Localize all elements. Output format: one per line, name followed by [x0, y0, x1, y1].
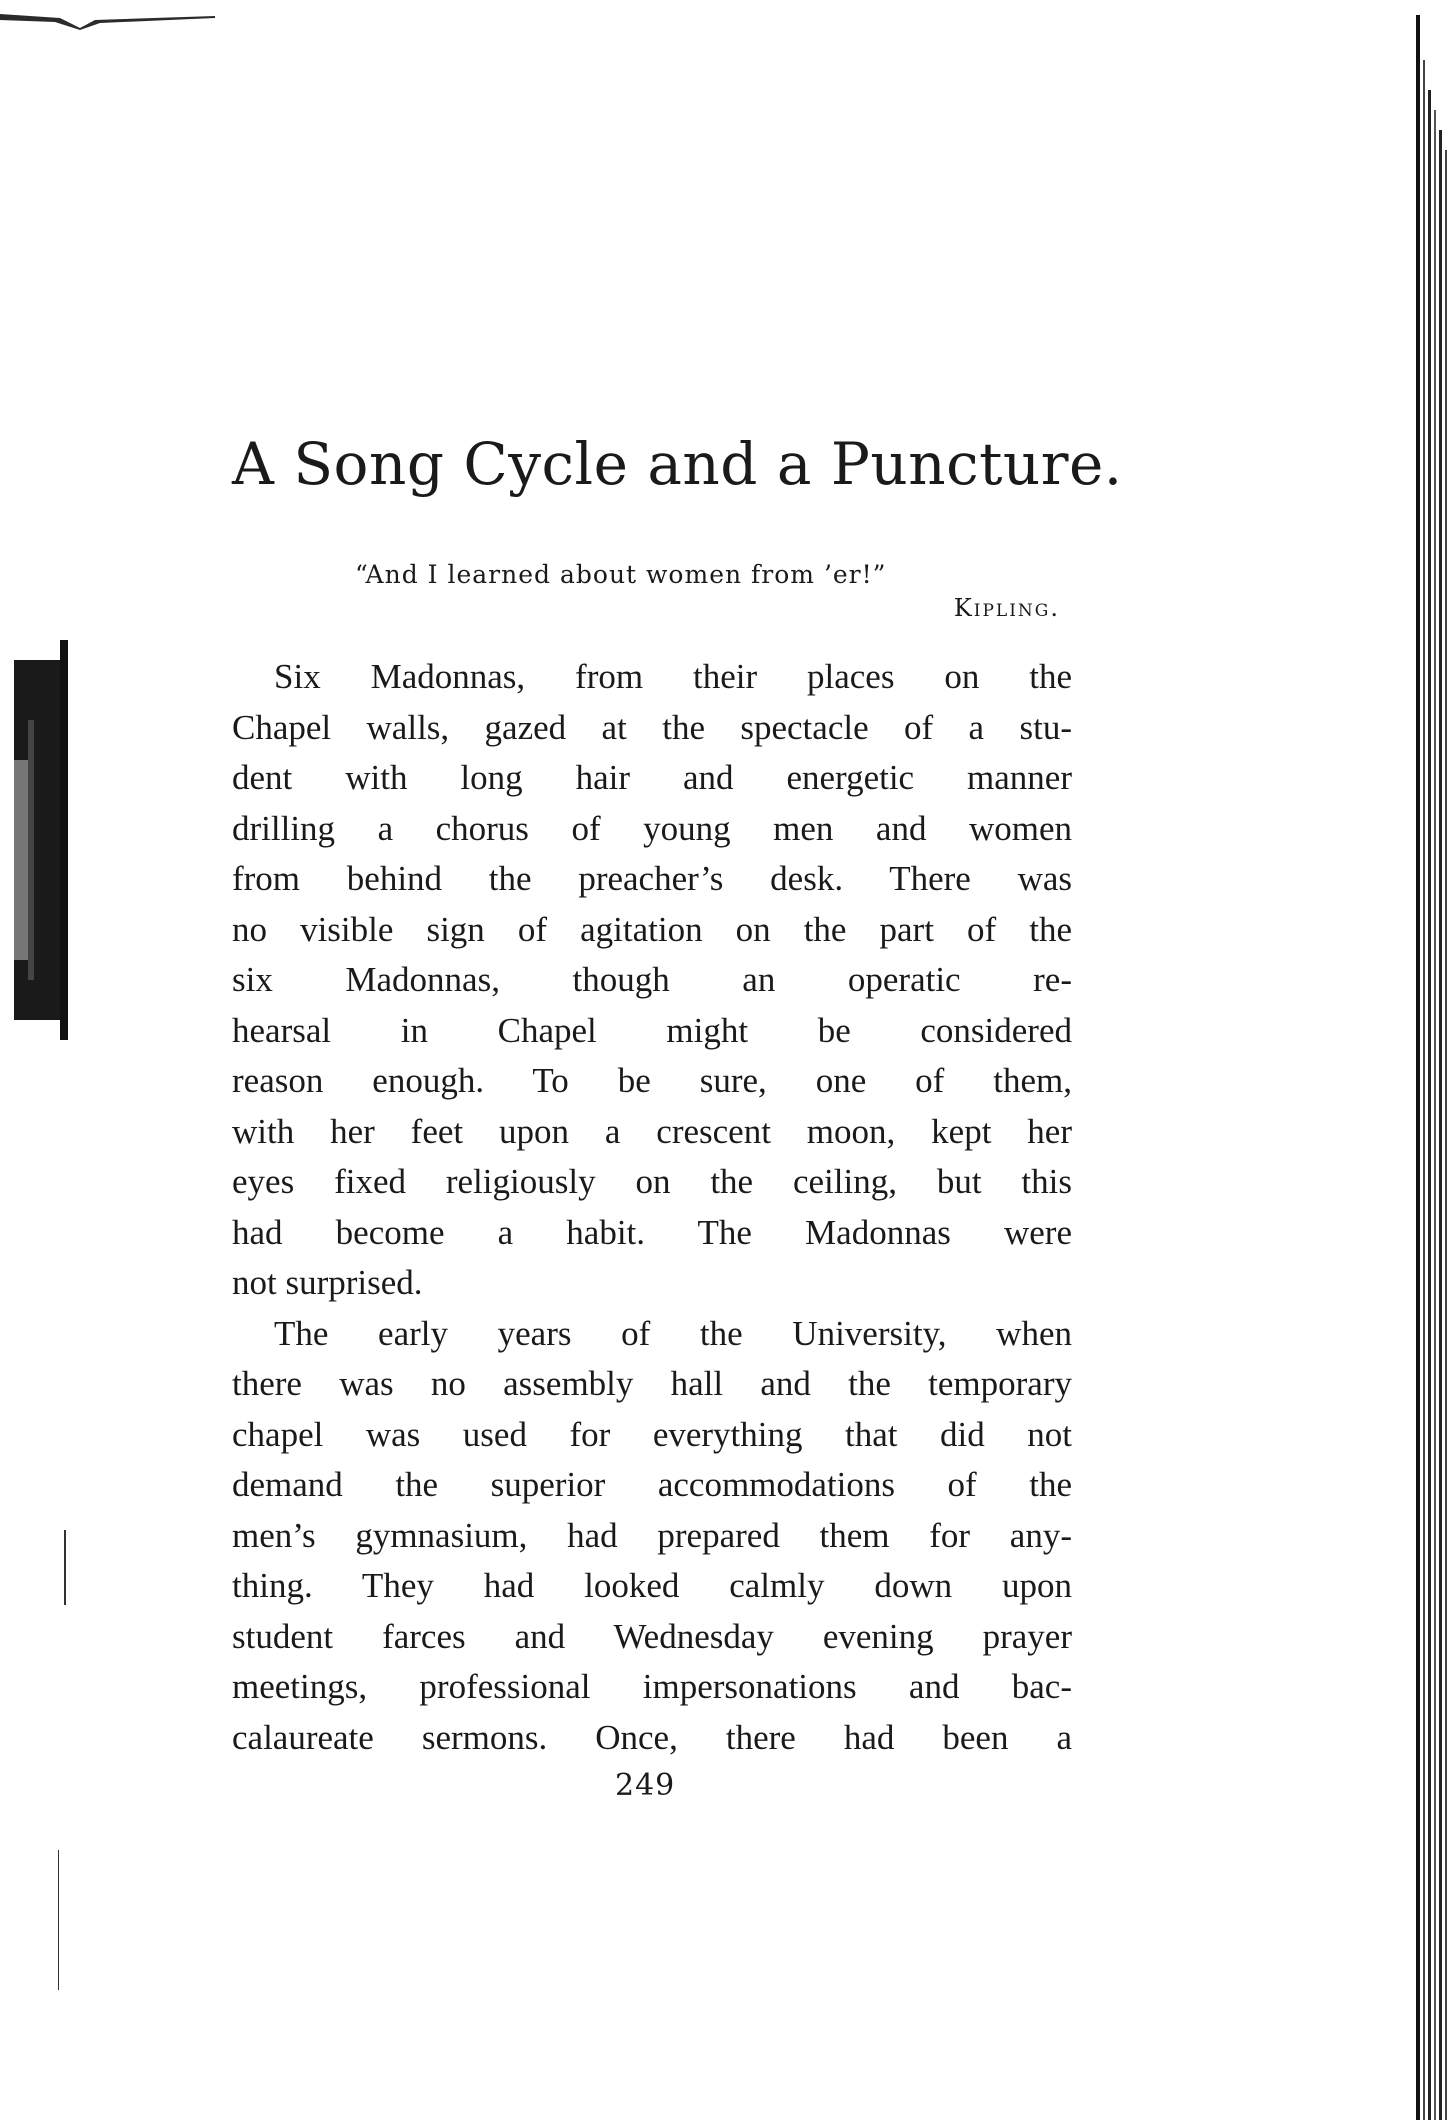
- text-line: hearsal in Chapel might be considered: [232, 1010, 1072, 1050]
- chapter-title: A Song Cycle and a Puncture.: [232, 430, 1123, 498]
- text-line: calaureate sermons. Once, there had been a: [232, 1717, 1072, 1757]
- text-line: student farces and Wednesday evening prayer: [232, 1616, 1072, 1656]
- text-line: dent with long hair and energetic manner: [232, 758, 1072, 797]
- page-number: 249: [615, 1768, 676, 1803]
- text-line: drilling a chorus of young men and women: [232, 808, 1072, 848]
- text-line: there was no assembly hall and the temporary: [232, 1364, 1072, 1403]
- text-line: had become a habit. The Madonnas were: [232, 1212, 1072, 1252]
- scan-corner-artifact: [0, 8, 215, 30]
- text-line: Chapel walls, gazed at the spectacle of a stu-: [232, 707, 1072, 747]
- text-line: demand the superior accommodations of the: [232, 1465, 1072, 1504]
- text-line: not surprised.: [232, 1263, 423, 1302]
- text-line: from behind the preacher’s desk. There was: [232, 859, 1072, 898]
- epigraph-attribution: Kipling.: [953, 594, 1060, 622]
- text-line: men’s gymnasium, had prepared them for any-: [232, 1515, 1072, 1555]
- margin-mark: [58, 1850, 59, 1990]
- text-line: no visible sign of agitation on the part of the: [232, 909, 1072, 949]
- epigraph-quote: “And I learned about women from ’er!”: [355, 560, 887, 589]
- text-line: chapel was used for everything that did not: [232, 1414, 1072, 1454]
- margin-mark: [64, 1530, 66, 1605]
- spine-edge: [1410, 0, 1450, 2120]
- binding-shadow: [0, 640, 80, 1040]
- text-line: reason enough. To be sure, one of them,: [232, 1061, 1072, 1100]
- text-line: eyes fixed religiously on the ceiling, but this: [232, 1162, 1072, 1201]
- text-line: The early years of the University, when: [274, 1313, 1072, 1353]
- text-line: Six Madonnas, from their places on the: [274, 657, 1072, 696]
- body-text: [232, 652, 1072, 1763]
- text-line: meetings, professional impersonations and bac-: [232, 1667, 1072, 1706]
- text-line: with her feet upon a crescent moon, kept her: [232, 1111, 1072, 1151]
- text-line: thing. They had looked calmly down upon: [232, 1566, 1072, 1605]
- text-line: six Madonnas, though an operatic re-: [232, 960, 1072, 999]
